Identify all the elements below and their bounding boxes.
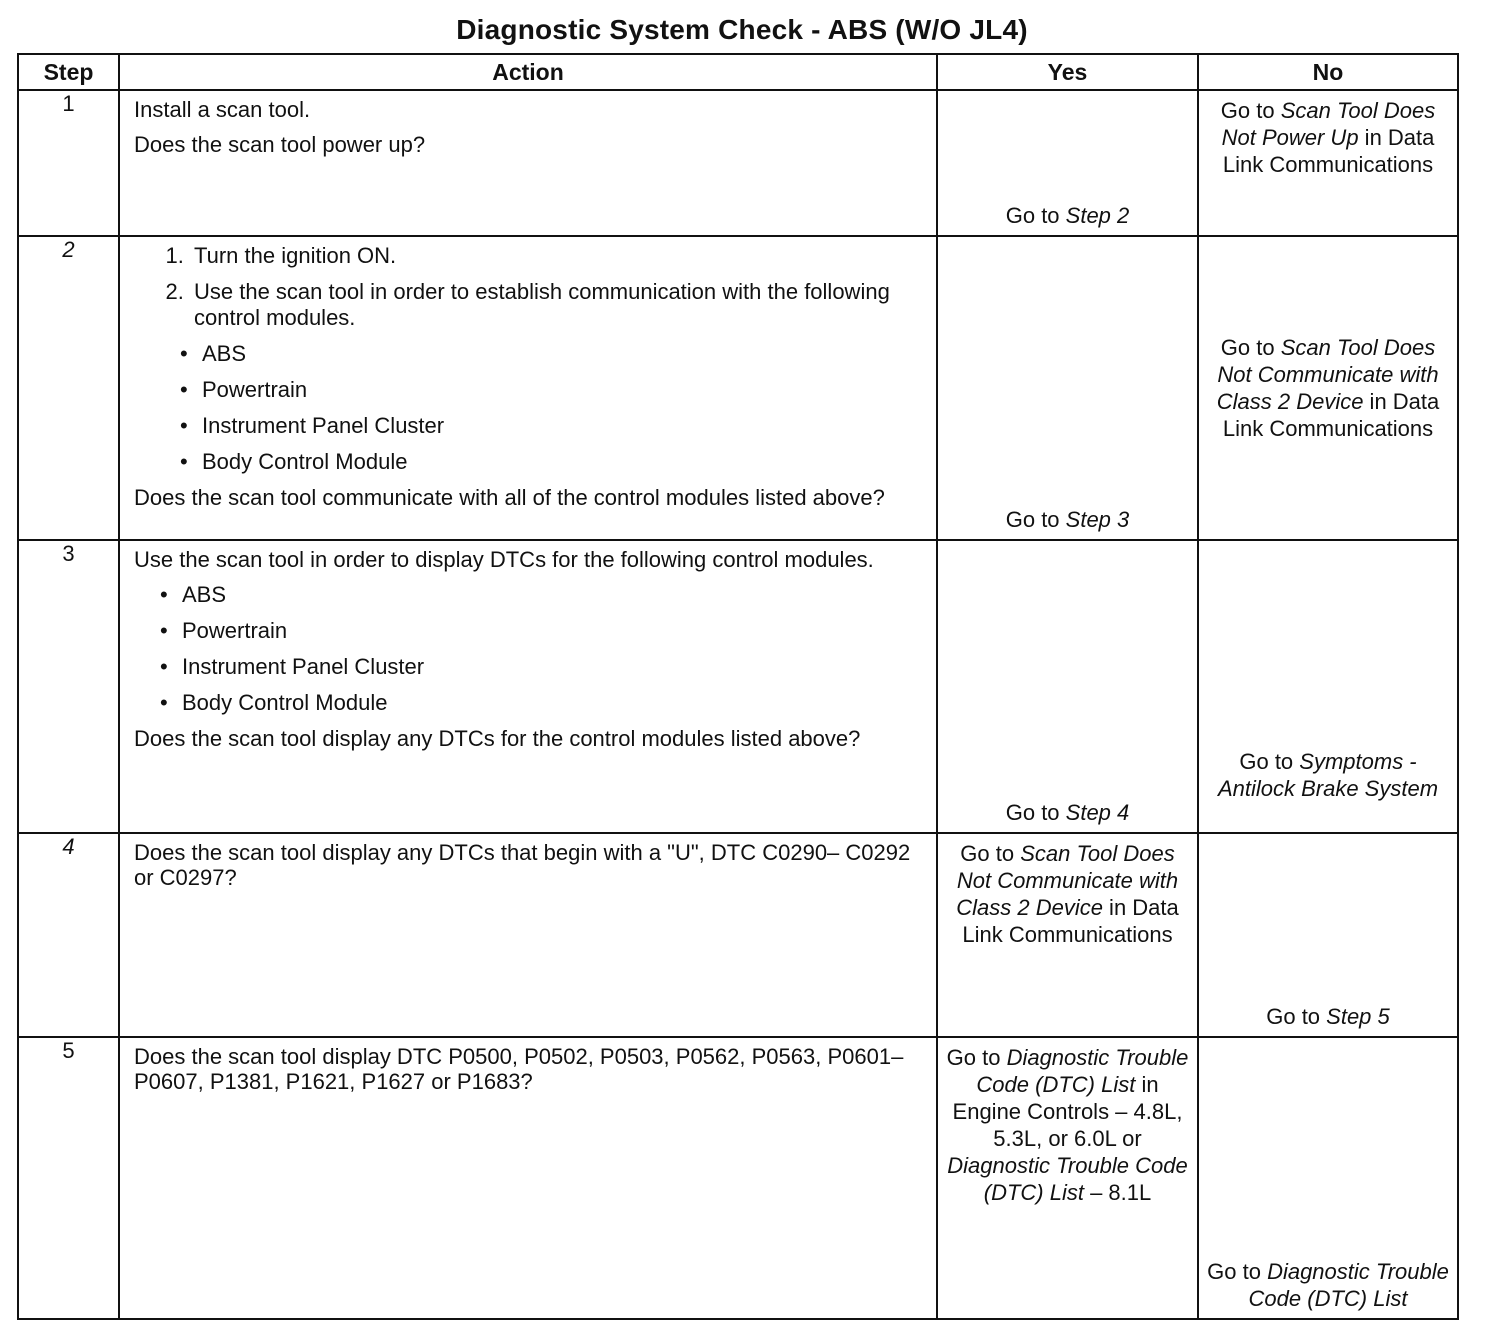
action-question: Does the scan tool power up?	[134, 132, 426, 157]
yes-suffix: in Data Link Communications	[962, 895, 1179, 947]
header-no: No	[1198, 54, 1458, 90]
no-prefix: Go to	[1266, 1004, 1327, 1029]
yes-link[interactable]: Step 2	[1065, 203, 1130, 228]
no-link[interactable]: Symptoms - Antilock Brake System	[1217, 749, 1439, 801]
yes-link[interactable]: Diagnostic Trouble Code (DTC) List	[976, 1045, 1189, 1097]
action-cell	[119, 90, 937, 236]
no-link[interactable]: Scan Tool Does Not Communicate with Class 2 Device	[1216, 335, 1439, 414]
action-question: Does the scan tool display any DTCs that begin with a "U", DTC C0290– C0292 or C0297?	[134, 840, 911, 890]
action-question: Does the scan tool display any DTCs for the control modules listed above?	[134, 726, 861, 751]
header-action: Action	[119, 54, 937, 90]
yes-link[interactable]: Scan Tool Does Not Communicate with Class 2 Device	[956, 841, 1179, 920]
table-row	[18, 90, 1458, 236]
yes-link[interactable]: Step 3	[1065, 507, 1130, 532]
yes-link[interactable]: Step 4	[1065, 800, 1130, 825]
action-cell	[119, 1037, 937, 1319]
action-cell	[119, 236, 937, 540]
yes-cell	[937, 540, 1198, 833]
no-prefix: Go to	[1239, 749, 1300, 774]
list-item: 1. Turn the ignition ON.	[190, 243, 922, 269]
no-suffix: in Data Link Communications	[1222, 389, 1440, 441]
table-row	[18, 540, 1458, 833]
no-cell	[1198, 833, 1458, 1037]
no-link[interactable]: Scan Tool Does Not Power Up	[1221, 98, 1436, 150]
action-intro: Use the scan tool in order to display DTCs for the following control modules.	[134, 547, 874, 572]
table-row	[18, 1037, 1458, 1319]
list-item: • ABS	[182, 582, 922, 608]
action-cell	[119, 540, 937, 833]
list-item: • Instrument Panel Cluster	[182, 654, 922, 680]
no-prefix: Go to	[1220, 335, 1281, 360]
no-cell	[1198, 1037, 1458, 1319]
action-intro: Install a scan tool.	[134, 97, 311, 122]
list-item: • Body Control Module	[182, 690, 922, 716]
yes-cell	[937, 833, 1198, 1037]
yes-link-2[interactable]: Diagnostic Trouble Code (DTC) List	[947, 1153, 1188, 1205]
yes-suffix: – 8.1L	[1083, 1180, 1152, 1205]
yes-mid: in Engine Controls – 4.8L, 5.3L, or 6.0L or	[952, 1072, 1183, 1151]
table-row	[18, 236, 1458, 540]
table-row	[18, 833, 1458, 1037]
diagnostic-table	[17, 53, 1459, 1320]
step-number: 1	[18, 90, 119, 236]
action-steps	[134, 243, 922, 331]
step-number: 2	[18, 236, 119, 540]
no-link[interactable]: Step 5	[1326, 1004, 1390, 1029]
step-number: 5	[18, 1037, 119, 1319]
list-item: • Instrument Panel Cluster	[202, 413, 922, 439]
no-prefix: Go to	[1220, 98, 1281, 123]
header-yes: Yes	[937, 54, 1198, 90]
yes-cell	[937, 236, 1198, 540]
no-cell	[1198, 90, 1458, 236]
no-link[interactable]: Diagnostic Trouble Code (DTC) List	[1248, 1259, 1449, 1311]
table-header-row	[18, 54, 1458, 90]
list-item: • Body Control Module	[202, 449, 922, 475]
yes-prefix: Go to	[946, 1045, 1007, 1070]
list-item: • ABS	[202, 341, 922, 367]
module-list	[134, 341, 922, 475]
yes-cell	[937, 90, 1198, 236]
no-cell	[1198, 540, 1458, 833]
list-item: • Powertrain	[182, 618, 922, 644]
yes-prefix: Go to	[1005, 507, 1066, 532]
header-step: Step	[18, 54, 119, 90]
action-question: Does the scan tool display DTC P0500, P0502, P0503, P0562, P0563, P0601–P0607, P1381, P1621, P1627 or P1683?	[134, 1044, 904, 1094]
yes-cell	[937, 1037, 1198, 1319]
list-item: 2. Use the scan tool in order to establish communication with the following control modules.	[190, 279, 922, 331]
step-number: 3	[18, 540, 119, 833]
action-question: Does the scan tool communicate with all of the control modules listed above?	[134, 485, 885, 510]
no-cell	[1198, 236, 1458, 540]
step-number: 4	[18, 833, 119, 1037]
yes-prefix: Go to	[1005, 203, 1066, 228]
no-prefix: Go to	[1207, 1259, 1268, 1284]
yes-prefix: Go to	[960, 841, 1021, 866]
module-list	[134, 582, 922, 716]
list-item: • Powertrain	[202, 377, 922, 403]
no-suffix: in Data Link Communications	[1222, 125, 1435, 177]
yes-prefix: Go to	[1005, 800, 1066, 825]
action-cell	[119, 833, 937, 1037]
page-title: Diagnostic System Check - ABS (W/O JL4)	[456, 14, 1028, 45]
